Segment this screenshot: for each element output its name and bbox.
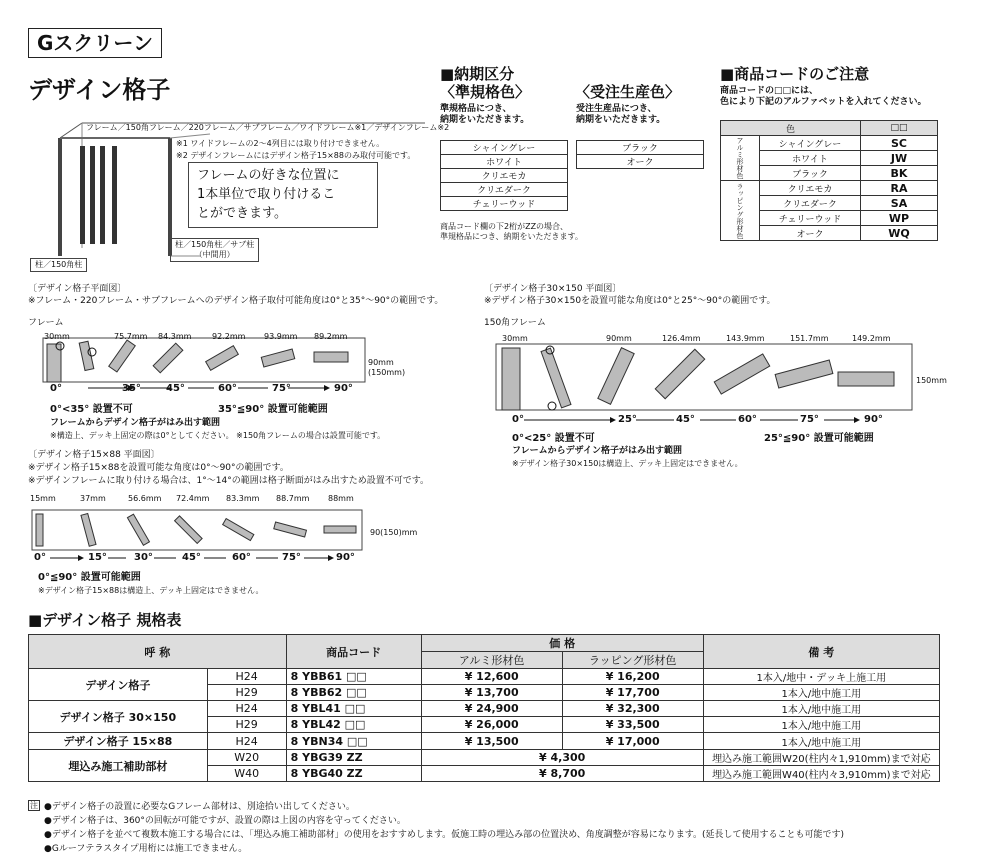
callout-line: とができます。 bbox=[197, 206, 287, 221]
std-color-cell: チェリーウッド bbox=[441, 197, 568, 211]
plan2-desc: ※デザイン格子30×150を設置可能な角度は0°と25°～90°の範囲です。 bbox=[484, 296, 776, 306]
plan1-angle: 45° bbox=[166, 383, 185, 394]
plan1-dim: 89.2mm bbox=[314, 332, 348, 341]
post-sub-label: （中間用） bbox=[194, 250, 235, 259]
plan1-dim: 92.2mm bbox=[212, 332, 246, 341]
order-desc-line: 受注生産品につき、 bbox=[576, 104, 657, 114]
row-price: ¥ 4,300 bbox=[421, 750, 703, 766]
callout-line: フレームの好きな位置に bbox=[197, 168, 340, 183]
plan2-angle: 25° bbox=[618, 414, 637, 425]
plan3-range-ok: 0°≦90° 設置可能範囲 bbox=[38, 572, 141, 583]
plan2-range-ng-sub: フレームからデザイン格子がはみ出す範囲 bbox=[512, 446, 683, 456]
post-label-box bbox=[170, 238, 259, 262]
product-code-title: ■商品コードのご注意 bbox=[720, 65, 870, 83]
plan2-dim: 149.2mm bbox=[852, 334, 891, 343]
order-color-cell: オーク bbox=[577, 155, 704, 169]
footnote: ●Gルーフテラスタイプ用桁には施工できません。 bbox=[44, 844, 248, 854]
row-name: デザイン格子 30×150 bbox=[29, 701, 208, 733]
plan3-title: 〔デザイン格子15×88 平面図〕 bbox=[28, 450, 160, 460]
illustration-note-1: ※1 ワイドフレームの2～4列目には取り付けできません。 bbox=[176, 139, 385, 148]
std-desc-line: 納期をいただきます。 bbox=[440, 115, 530, 125]
plan1-frame-label: フレーム bbox=[28, 318, 64, 328]
post-left-label: 柱／150角柱 bbox=[30, 258, 87, 272]
plan3-dim: 15mm bbox=[30, 494, 56, 503]
col-color-header: 色 bbox=[721, 121, 861, 136]
plan1-range-ng-sub: フレームからデザイン格子がはみ出す範囲 bbox=[50, 418, 221, 428]
row-size: H29 bbox=[207, 717, 286, 733]
row-wrap-price: ¥ 17,000 bbox=[562, 733, 703, 750]
delivery-note-line: 商品コード欄の下2桁がZZの場合、 bbox=[440, 222, 569, 231]
plan3-dim: 37mm bbox=[80, 494, 106, 503]
plan3-angle: 30° bbox=[134, 552, 153, 563]
plan3-note: ※デザイン格子15×88は構造上、デッキ上固定はできません。 bbox=[38, 586, 264, 595]
header-alu: アルミ形材色 bbox=[421, 652, 562, 669]
plan1-angle: 35° bbox=[122, 383, 141, 394]
plan2-note: ※デザイン格子30×150は構造上、デッキ上固定はできません。 bbox=[512, 459, 743, 468]
row-code: 8 YBB61 □□ bbox=[286, 669, 421, 685]
post-label: 柱／150角柱／サブ柱 bbox=[175, 240, 255, 249]
delivery-title: ■納期区分 bbox=[440, 65, 515, 83]
plan3-angle: 0° bbox=[34, 552, 46, 563]
plan1-desc: ※フレーム・220フレーム・サブフレームへのデザイン格子取付可能角度は0°と35°～90°の範囲です。 bbox=[28, 296, 444, 306]
color-code: WP bbox=[861, 211, 938, 226]
plan3-side-dim: 90(150)mm bbox=[370, 528, 418, 537]
plan1-dim: 75.7mm bbox=[114, 332, 148, 341]
std-color-table bbox=[440, 140, 568, 211]
plan1-angle: 75° bbox=[272, 383, 291, 394]
plan2-range-ng: 0°<25° 設置不可 bbox=[512, 433, 595, 444]
row-size: H24 bbox=[207, 669, 286, 685]
row-alu-price: ¥ 13,500 bbox=[421, 733, 562, 750]
plan1-side-dim bbox=[368, 358, 405, 378]
plan2-dim: 151.7mm bbox=[790, 334, 829, 343]
plan1-dim: 30mm bbox=[44, 332, 70, 341]
color-code: SA bbox=[861, 196, 938, 211]
color-code: SC bbox=[861, 136, 938, 151]
row-remarks: 1本入/地中施工用 bbox=[703, 685, 939, 701]
spec-table-title: ■デザイン格子 規格表 bbox=[28, 611, 182, 629]
row-size: H29 bbox=[207, 685, 286, 701]
spec-table bbox=[28, 634, 940, 782]
row-name: デザイン格子 15×88 bbox=[29, 733, 208, 750]
color-name: ホワイト bbox=[760, 151, 861, 166]
color-code: WQ bbox=[861, 226, 938, 241]
row-name: 埋込み施工補助部材 bbox=[29, 750, 208, 782]
plan3-angle: 90° bbox=[336, 552, 355, 563]
plan2-angle: 75° bbox=[800, 414, 819, 425]
callout-line: 1本単位で取り付けるこ bbox=[197, 187, 336, 202]
table-row bbox=[29, 750, 940, 766]
plan3-angle: 15° bbox=[88, 552, 107, 563]
page-title: デザイン格子 bbox=[28, 76, 171, 104]
product-code-desc-line: 商品コードの□□には、 bbox=[720, 86, 819, 96]
plan1-angle: 0° bbox=[50, 383, 62, 394]
row-wrap-price: ¥ 32,300 bbox=[562, 701, 703, 717]
row-code: 8 YBN34 □□ bbox=[286, 733, 421, 750]
row-alu-price: ¥ 12,600 bbox=[421, 669, 562, 685]
footnotes bbox=[28, 800, 968, 856]
plan1-dim: 84.3mm bbox=[158, 332, 192, 341]
frame-types-label: フレーム／150角フレーム／220フレーム／サブフレーム／ワイドフレーム※1／デザインフレーム※2 bbox=[86, 123, 450, 132]
row-remarks: 1本入/地中施工用 bbox=[703, 701, 939, 717]
product-code-desc bbox=[720, 86, 926, 108]
row-size: W20 bbox=[207, 750, 286, 766]
plan3-dim: 72.4mm bbox=[176, 494, 210, 503]
plan2-angle: 90° bbox=[864, 414, 883, 425]
std-color-cell: クリエダーク bbox=[441, 183, 568, 197]
order-color-cell: ブラック bbox=[577, 141, 704, 155]
row-size: H24 bbox=[207, 701, 286, 717]
plan2-dim: 30mm bbox=[502, 334, 528, 343]
plan3-dim: 88.7mm bbox=[276, 494, 310, 503]
delivery-note bbox=[440, 222, 583, 242]
callout-box bbox=[188, 162, 378, 228]
plan1-dim: 93.9mm bbox=[264, 332, 298, 341]
plan2-angle: 45° bbox=[676, 414, 695, 425]
table-row bbox=[29, 733, 940, 750]
row-code: 8 YBG40 ZZ bbox=[286, 766, 421, 782]
std-color-cell: ホワイト bbox=[441, 155, 568, 169]
plan3-angle: 60° bbox=[232, 552, 251, 563]
plan1-side-dim-line: (150mm) bbox=[368, 368, 406, 377]
plan2-angle: 0° bbox=[512, 414, 524, 425]
plan2-side-dim: 150mm bbox=[916, 376, 947, 385]
row-alu-price: ¥ 26,000 bbox=[421, 717, 562, 733]
plan1-range-ok: 35°≦90° 設置可能範囲 bbox=[218, 404, 328, 415]
plan3-dim: 88mm bbox=[328, 494, 354, 503]
row-remarks: 埋込み施工範囲W40(柱内々3,910mm)まで対応 bbox=[703, 766, 939, 782]
color-name: オーク bbox=[760, 226, 861, 241]
table-row bbox=[29, 669, 940, 685]
header-code: 商品コード bbox=[286, 635, 421, 669]
order-color-title: 〈受注生産色〉 bbox=[575, 83, 681, 101]
order-color-table bbox=[576, 140, 704, 169]
plan2-angle: 60° bbox=[738, 414, 757, 425]
row-remarks: 1本入/地中施工用 bbox=[703, 733, 939, 750]
header-price: 価 格 bbox=[421, 635, 703, 652]
row-remarks: 1本入/地中・デッキ上施工用 bbox=[703, 669, 939, 685]
product-code-desc-line: 色により下記のアルファベットを入れてください。 bbox=[720, 97, 927, 107]
header-remarks: 備 考 bbox=[703, 635, 939, 669]
section-title: Gスクリーン bbox=[28, 28, 162, 58]
plan2-dim: 90mm bbox=[606, 334, 632, 343]
row-name: デザイン格子 bbox=[29, 669, 208, 701]
row-code: 8 YBL42 □□ bbox=[286, 717, 421, 733]
plan2-range-ok: 25°≦90° 設置可能範囲 bbox=[764, 433, 874, 444]
std-color-cell: クリエモカ bbox=[441, 169, 568, 183]
header-wrap: ラッピング形材色 bbox=[562, 652, 703, 669]
table-row bbox=[29, 701, 940, 717]
illustration-note-2: ※2 デザインフレームにはデザイン格子15×88のみ取付可能です。 bbox=[176, 151, 416, 160]
footnote: ●デザイン格子は、360°の回転が可能ですが、設置の際は上図の内容を守ってください。 bbox=[44, 816, 406, 826]
row-wrap-price: ¥ 17,700 bbox=[562, 685, 703, 701]
std-color-desc bbox=[440, 104, 529, 126]
color-name: ブラック bbox=[760, 166, 861, 181]
col-code-header: □□ bbox=[861, 121, 938, 136]
plan3-angle: 75° bbox=[282, 552, 301, 563]
header-name: 呼 称 bbox=[29, 635, 287, 669]
footnote: ●デザイン格子の設置に必要なGフレーム部材は、別途拾い出してください。 bbox=[44, 802, 355, 812]
delivery-note-line: 準規格品につき、納期をいただきます。 bbox=[440, 232, 583, 241]
row-code: 8 YBL41 □□ bbox=[286, 701, 421, 717]
row-size: H24 bbox=[207, 733, 286, 750]
plan3-angle: 45° bbox=[182, 552, 201, 563]
color-name: シャイングレー bbox=[760, 136, 861, 151]
row-wrap-price: ¥ 16,200 bbox=[562, 669, 703, 685]
plan2-frame-label: 150角フレーム bbox=[484, 318, 546, 328]
order-desc-line: 納期をいただきます。 bbox=[576, 115, 666, 125]
group-alu-label: アルミ形材色 bbox=[721, 136, 760, 181]
plan1-side-dim-line: 90mm bbox=[368, 358, 394, 367]
row-alu-price: ¥ 24,900 bbox=[421, 701, 562, 717]
plan1-range-ng: 0°<35° 設置不可 bbox=[50, 404, 133, 415]
row-code: 8 YBB62 □□ bbox=[286, 685, 421, 701]
plan2-title: 〔デザイン格子30×150 平面図〕 bbox=[484, 284, 622, 294]
order-color-desc bbox=[576, 104, 665, 126]
plan3-desc-1: ※デザイン格子15×88を設置可能な角度は0°～90°の範囲です。 bbox=[28, 463, 289, 473]
row-remarks: 埋込み施工範囲W20(柱内々1,910mm)まで対応 bbox=[703, 750, 939, 766]
color-code-table bbox=[720, 120, 938, 241]
plan1-angle: 60° bbox=[218, 383, 237, 394]
note-mark: 注 bbox=[30, 801, 38, 810]
plan2-dim: 126.4mm bbox=[662, 334, 701, 343]
std-color-cell: シャイングレー bbox=[441, 141, 568, 155]
row-price: ¥ 8,700 bbox=[421, 766, 703, 782]
color-code: RA bbox=[861, 181, 938, 196]
color-code: JW bbox=[861, 151, 938, 166]
row-code: 8 YBG39 ZZ bbox=[286, 750, 421, 766]
plan3-desc-2: ※デザインフレームに取り付ける場合は、1°～14°の範囲は格子断面がはみ出すため設置不可です。 bbox=[28, 476, 430, 486]
row-size: W40 bbox=[207, 766, 286, 782]
color-name: クリエダーク bbox=[760, 196, 861, 211]
plan1-angle: 90° bbox=[334, 383, 353, 394]
color-name: チェリーウッド bbox=[760, 211, 861, 226]
row-remarks: 1本入/地中施工用 bbox=[703, 717, 939, 733]
plan1-note: ※構造上、デッキ上固定の際は0°としてください。 ※150角フレームの場合は設置可能です。 bbox=[50, 431, 386, 440]
color-code: BK bbox=[861, 166, 938, 181]
row-alu-price: ¥ 13,700 bbox=[421, 685, 562, 701]
std-color-title: 〈準規格色〉 bbox=[440, 83, 531, 101]
row-wrap-price: ¥ 33,500 bbox=[562, 717, 703, 733]
plan3-dim: 56.6mm bbox=[128, 494, 162, 503]
plan1-title: 〔デザイン格子平面図〕 bbox=[28, 284, 127, 294]
color-name: クリエモカ bbox=[760, 181, 861, 196]
group-wrap-label: ラッピング形材色 bbox=[721, 181, 760, 241]
footnote: ●デザイン格子を並べて複数本施工する場合には、「埋込み施工補助部材」の使用をおすすめします。仮施工時の埋込み部の位置決め、角度調整が容易になります。(延長して使用することも可能です) bbox=[44, 830, 845, 840]
plan2-dim: 143.9mm bbox=[726, 334, 765, 343]
std-desc-line: 準規格品につき、 bbox=[440, 104, 512, 114]
plan3-dim: 83.3mm bbox=[226, 494, 260, 503]
